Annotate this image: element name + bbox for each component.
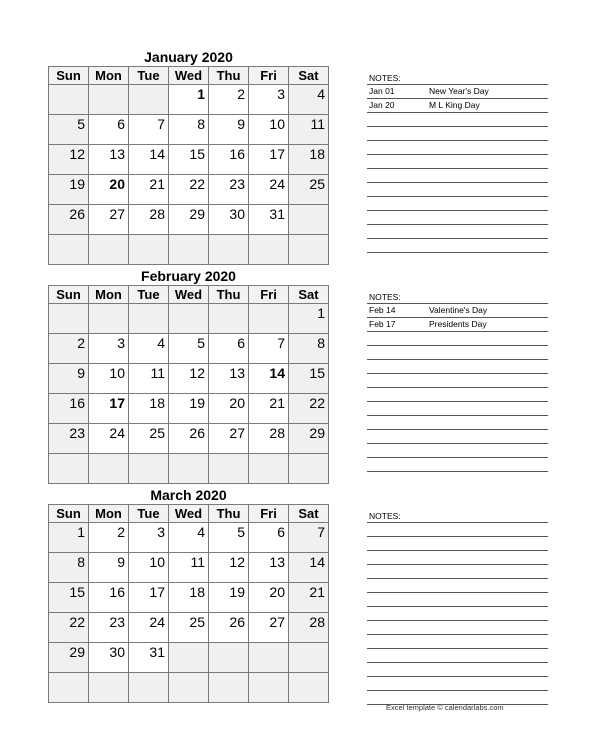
day-cell[interactable] bbox=[289, 643, 329, 673]
blank-note-line[interactable] bbox=[367, 551, 548, 565]
day-cell[interactable] bbox=[169, 673, 209, 703]
week-row bbox=[49, 364, 329, 394]
day-cell[interactable] bbox=[129, 673, 169, 703]
weekday-header: Tue bbox=[129, 286, 169, 304]
weekday-header: Tue bbox=[129, 505, 169, 523]
week-row bbox=[49, 673, 329, 703]
weekday-header: Wed bbox=[169, 505, 209, 523]
day-cell[interactable]: 7 bbox=[289, 523, 329, 553]
weekday-header: Fri bbox=[249, 67, 289, 85]
day-cell[interactable]: 3 bbox=[89, 334, 129, 364]
weekday-header: Thu bbox=[209, 67, 249, 85]
day-cell[interactable]: 18 bbox=[169, 583, 209, 613]
blank-note-line[interactable] bbox=[367, 211, 548, 225]
day-cell[interactable]: 5 bbox=[169, 334, 209, 364]
day-cell[interactable]: 4 bbox=[289, 85, 329, 115]
day-cell[interactable]: 17 bbox=[249, 145, 289, 175]
day-cell[interactable]: 17 bbox=[89, 394, 129, 424]
week-row bbox=[49, 553, 329, 583]
blank-note-line[interactable] bbox=[367, 607, 548, 621]
day-cell[interactable]: 9 bbox=[89, 553, 129, 583]
day-cell[interactable]: 2 bbox=[209, 85, 249, 115]
weekday-header: Sat bbox=[289, 286, 329, 304]
weekday-header: Wed bbox=[169, 67, 209, 85]
weekday-header: Sat bbox=[289, 505, 329, 523]
day-cell[interactable] bbox=[89, 235, 129, 265]
day-cell[interactable] bbox=[249, 304, 289, 334]
day-cell[interactable] bbox=[209, 643, 249, 673]
day-cell[interactable]: 22 bbox=[289, 394, 329, 424]
day-cell[interactable]: 3 bbox=[249, 85, 289, 115]
holiday-note bbox=[367, 318, 548, 332]
day-cell[interactable]: 15 bbox=[169, 145, 209, 175]
notes-section bbox=[367, 510, 548, 705]
day-cell[interactable]: 19 bbox=[209, 583, 249, 613]
day-cell[interactable]: 24 bbox=[129, 613, 169, 643]
day-cell[interactable]: 28 bbox=[289, 613, 329, 643]
blank-note-line[interactable] bbox=[367, 621, 548, 635]
month-title: January 2020 bbox=[144, 49, 233, 65]
holiday-name: New Year's Day bbox=[429, 86, 489, 96]
day-cell[interactable] bbox=[249, 643, 289, 673]
day-cell[interactable]: 26 bbox=[49, 205, 89, 235]
day-cell[interactable]: 12 bbox=[49, 145, 89, 175]
blank-note-line[interactable] bbox=[367, 183, 548, 197]
day-cell[interactable]: 19 bbox=[49, 175, 89, 205]
blank-note-line[interactable] bbox=[367, 332, 548, 346]
week-row bbox=[49, 643, 329, 673]
day-cell[interactable]: 25 bbox=[129, 424, 169, 454]
day-cell[interactable]: 29 bbox=[289, 424, 329, 454]
day-cell[interactable]: 27 bbox=[249, 613, 289, 643]
day-cell[interactable]: 1 bbox=[169, 85, 209, 115]
day-cell[interactable] bbox=[169, 235, 209, 265]
day-cell[interactable]: 2 bbox=[89, 523, 129, 553]
week-row bbox=[49, 454, 329, 484]
day-cell[interactable]: 16 bbox=[49, 394, 89, 424]
month-title: February 2020 bbox=[141, 268, 236, 284]
day-cell[interactable] bbox=[89, 673, 129, 703]
day-cell[interactable]: 13 bbox=[89, 145, 129, 175]
day-cell[interactable] bbox=[49, 85, 89, 115]
day-cell[interactable]: 14 bbox=[129, 145, 169, 175]
day-cell[interactable]: 23 bbox=[49, 424, 89, 454]
blank-note-line[interactable] bbox=[367, 155, 548, 169]
day-cell[interactable] bbox=[209, 304, 249, 334]
blank-note-line[interactable] bbox=[367, 127, 548, 141]
blank-note-line[interactable] bbox=[367, 537, 548, 551]
holiday-date: Jan 20 bbox=[369, 100, 395, 110]
day-cell[interactable]: 30 bbox=[89, 643, 129, 673]
day-cell[interactable]: 13 bbox=[209, 364, 249, 394]
notes-section bbox=[367, 72, 548, 253]
day-cell[interactable] bbox=[289, 454, 329, 484]
day-cell[interactable]: 25 bbox=[289, 175, 329, 205]
day-cell[interactable] bbox=[289, 673, 329, 703]
week-row bbox=[49, 145, 329, 175]
day-cell[interactable]: 21 bbox=[249, 394, 289, 424]
day-cell[interactable] bbox=[169, 304, 209, 334]
day-cell[interactable]: 25 bbox=[169, 613, 209, 643]
day-cell[interactable]: 29 bbox=[169, 205, 209, 235]
day-cell[interactable]: 30 bbox=[209, 205, 249, 235]
day-cell[interactable]: 29 bbox=[49, 643, 89, 673]
day-cell[interactable]: 14 bbox=[289, 553, 329, 583]
day-cell[interactable]: 2 bbox=[49, 334, 89, 364]
weekday-header: Sun bbox=[49, 67, 89, 85]
day-cell[interactable]: 15 bbox=[289, 364, 329, 394]
month-calendar bbox=[48, 48, 329, 265]
notes-label: NOTES: bbox=[367, 291, 548, 304]
day-cell[interactable] bbox=[289, 205, 329, 235]
week-row bbox=[49, 175, 329, 205]
blank-note-line[interactable] bbox=[367, 388, 548, 402]
month-title: March 2020 bbox=[150, 487, 227, 503]
blank-note-line[interactable] bbox=[367, 635, 548, 649]
day-cell[interactable] bbox=[249, 454, 289, 484]
day-cell[interactable]: 21 bbox=[129, 175, 169, 205]
weekday-header: Sat bbox=[289, 67, 329, 85]
day-cell[interactable]: 12 bbox=[169, 364, 209, 394]
day-cell[interactable]: 14 bbox=[249, 364, 289, 394]
day-cell[interactable]: 23 bbox=[89, 613, 129, 643]
day-cell[interactable] bbox=[169, 454, 209, 484]
blank-note-line[interactable] bbox=[367, 579, 548, 593]
day-cell[interactable]: 4 bbox=[169, 523, 209, 553]
holiday-name: Valentine's Day bbox=[429, 305, 488, 315]
day-cell[interactable]: 20 bbox=[89, 175, 129, 205]
day-cell[interactable]: 31 bbox=[249, 205, 289, 235]
weekday-header: Sun bbox=[49, 286, 89, 304]
blank-note-line[interactable] bbox=[367, 663, 548, 677]
week-row bbox=[49, 613, 329, 643]
blank-note-line[interactable] bbox=[367, 374, 548, 388]
weekday-header-row bbox=[49, 67, 329, 85]
blank-note-line[interactable] bbox=[367, 402, 548, 416]
weekday-header: Fri bbox=[249, 505, 289, 523]
week-row bbox=[49, 304, 329, 334]
day-cell[interactable]: 8 bbox=[169, 115, 209, 145]
week-row bbox=[49, 85, 329, 115]
day-cell[interactable]: 11 bbox=[169, 553, 209, 583]
day-cell[interactable] bbox=[89, 304, 129, 334]
holiday-date: Feb 17 bbox=[369, 319, 396, 329]
day-cell[interactable] bbox=[209, 235, 249, 265]
blank-note-line[interactable] bbox=[367, 416, 548, 430]
day-cell[interactable]: 24 bbox=[89, 424, 129, 454]
weekday-header: Mon bbox=[89, 67, 129, 85]
day-cell[interactable] bbox=[249, 235, 289, 265]
blank-note-line[interactable] bbox=[367, 239, 548, 253]
day-cell[interactable] bbox=[289, 235, 329, 265]
calendar-grid bbox=[48, 285, 329, 484]
holiday-note bbox=[367, 99, 548, 113]
weekday-header: Mon bbox=[89, 286, 129, 304]
day-cell[interactable]: 28 bbox=[249, 424, 289, 454]
day-cell[interactable] bbox=[209, 673, 249, 703]
blank-note-line[interactable] bbox=[367, 593, 548, 607]
day-cell[interactable]: 21 bbox=[289, 583, 329, 613]
week-row bbox=[49, 115, 329, 145]
day-cell[interactable]: 11 bbox=[289, 115, 329, 145]
holiday-date: Jan 01 bbox=[369, 86, 395, 96]
day-cell[interactable]: 13 bbox=[249, 553, 289, 583]
day-cell[interactable]: 5 bbox=[209, 523, 249, 553]
blank-note-line[interactable] bbox=[367, 141, 548, 155]
holiday-name: Presidents Day bbox=[429, 319, 487, 329]
weekday-header: Mon bbox=[89, 505, 129, 523]
blank-note-line[interactable] bbox=[367, 677, 548, 691]
week-row bbox=[49, 235, 329, 265]
blank-note-line[interactable] bbox=[367, 458, 548, 472]
calendar-grid bbox=[48, 504, 329, 703]
day-cell[interactable]: 11 bbox=[129, 364, 169, 394]
day-cell[interactable]: 18 bbox=[289, 145, 329, 175]
blank-note-line[interactable] bbox=[367, 225, 548, 239]
day-cell[interactable]: 22 bbox=[49, 613, 89, 643]
day-cell[interactable]: 22 bbox=[169, 175, 209, 205]
day-cell[interactable] bbox=[49, 454, 89, 484]
day-cell[interactable]: 16 bbox=[209, 145, 249, 175]
day-cell[interactable]: 10 bbox=[89, 364, 129, 394]
day-cell[interactable]: 5 bbox=[49, 115, 89, 145]
day-cell[interactable]: 16 bbox=[89, 583, 129, 613]
weekday-header: Wed bbox=[169, 286, 209, 304]
day-cell[interactable] bbox=[49, 304, 89, 334]
day-cell[interactable]: 10 bbox=[129, 553, 169, 583]
day-cell[interactable]: 17 bbox=[129, 583, 169, 613]
calendar-grid bbox=[48, 66, 329, 265]
blank-note-line[interactable] bbox=[367, 346, 548, 360]
day-cell[interactable]: 3 bbox=[129, 523, 169, 553]
day-cell[interactable] bbox=[129, 454, 169, 484]
day-cell[interactable] bbox=[49, 673, 89, 703]
week-row bbox=[49, 424, 329, 454]
holiday-name: M L King Day bbox=[429, 100, 480, 110]
weekday-header: Fri bbox=[249, 286, 289, 304]
day-cell[interactable]: 7 bbox=[249, 334, 289, 364]
blank-note-line[interactable] bbox=[367, 523, 548, 537]
blank-note-line[interactable] bbox=[367, 649, 548, 663]
holiday-date: Feb 14 bbox=[369, 305, 396, 315]
day-cell[interactable]: 1 bbox=[49, 523, 89, 553]
blank-note-line[interactable] bbox=[367, 430, 548, 444]
notes-section bbox=[367, 291, 548, 472]
day-cell[interactable]: 18 bbox=[129, 394, 169, 424]
weekday-header: Thu bbox=[209, 286, 249, 304]
blank-note-line[interactable] bbox=[367, 169, 548, 183]
day-cell[interactable]: 9 bbox=[209, 115, 249, 145]
month-calendar bbox=[48, 267, 329, 484]
day-cell[interactable] bbox=[129, 85, 169, 115]
day-cell[interactable]: 27 bbox=[89, 205, 129, 235]
day-cell[interactable]: 20 bbox=[209, 394, 249, 424]
weekday-header: Thu bbox=[209, 505, 249, 523]
week-row bbox=[49, 334, 329, 364]
month-calendar bbox=[48, 486, 329, 703]
day-cell[interactable]: 28 bbox=[129, 205, 169, 235]
day-cell[interactable]: 4 bbox=[129, 334, 169, 364]
day-cell[interactable]: 26 bbox=[209, 613, 249, 643]
weekday-header-row bbox=[49, 286, 329, 304]
week-row bbox=[49, 583, 329, 613]
blank-note-line[interactable] bbox=[367, 360, 548, 374]
day-cell[interactable] bbox=[49, 235, 89, 265]
day-cell[interactable]: 15 bbox=[49, 583, 89, 613]
day-cell[interactable]: 19 bbox=[169, 394, 209, 424]
day-cell[interactable]: 6 bbox=[209, 334, 249, 364]
footer-credit: Excel template © calendarlabs.com bbox=[386, 703, 504, 712]
notes-label: NOTES: bbox=[367, 510, 548, 523]
blank-note-line[interactable] bbox=[367, 565, 548, 579]
week-row bbox=[49, 523, 329, 553]
day-cell[interactable] bbox=[209, 454, 249, 484]
weekday-header: Tue bbox=[129, 67, 169, 85]
weekday-header: Sun bbox=[49, 505, 89, 523]
day-cell[interactable]: 26 bbox=[169, 424, 209, 454]
day-cell[interactable]: 6 bbox=[89, 115, 129, 145]
day-cell[interactable] bbox=[249, 673, 289, 703]
week-row bbox=[49, 205, 329, 235]
day-cell[interactable]: 1 bbox=[289, 304, 329, 334]
day-cell[interactable]: 8 bbox=[49, 553, 89, 583]
day-cell[interactable] bbox=[169, 643, 209, 673]
day-cell[interactable]: 31 bbox=[129, 643, 169, 673]
day-cell[interactable]: 9 bbox=[49, 364, 89, 394]
day-cell[interactable] bbox=[89, 85, 129, 115]
day-cell[interactable]: 8 bbox=[289, 334, 329, 364]
day-cell[interactable]: 24 bbox=[249, 175, 289, 205]
day-cell[interactable] bbox=[89, 454, 129, 484]
day-cell[interactable] bbox=[129, 304, 169, 334]
day-cell[interactable]: 12 bbox=[209, 553, 249, 583]
week-row bbox=[49, 394, 329, 424]
notes-label: NOTES: bbox=[367, 72, 548, 85]
day-cell[interactable]: 20 bbox=[249, 583, 289, 613]
day-cell[interactable]: 6 bbox=[249, 523, 289, 553]
day-cell[interactable]: 23 bbox=[209, 175, 249, 205]
day-cell[interactable]: 10 bbox=[249, 115, 289, 145]
blank-note-line[interactable] bbox=[367, 197, 548, 211]
day-cell[interactable] bbox=[129, 235, 169, 265]
day-cell[interactable]: 7 bbox=[129, 115, 169, 145]
blank-note-line[interactable] bbox=[367, 444, 548, 458]
weekday-header-row bbox=[49, 505, 329, 523]
blank-note-line[interactable] bbox=[367, 113, 548, 127]
holiday-note bbox=[367, 304, 548, 318]
holiday-note bbox=[367, 85, 548, 99]
day-cell[interactable]: 27 bbox=[209, 424, 249, 454]
